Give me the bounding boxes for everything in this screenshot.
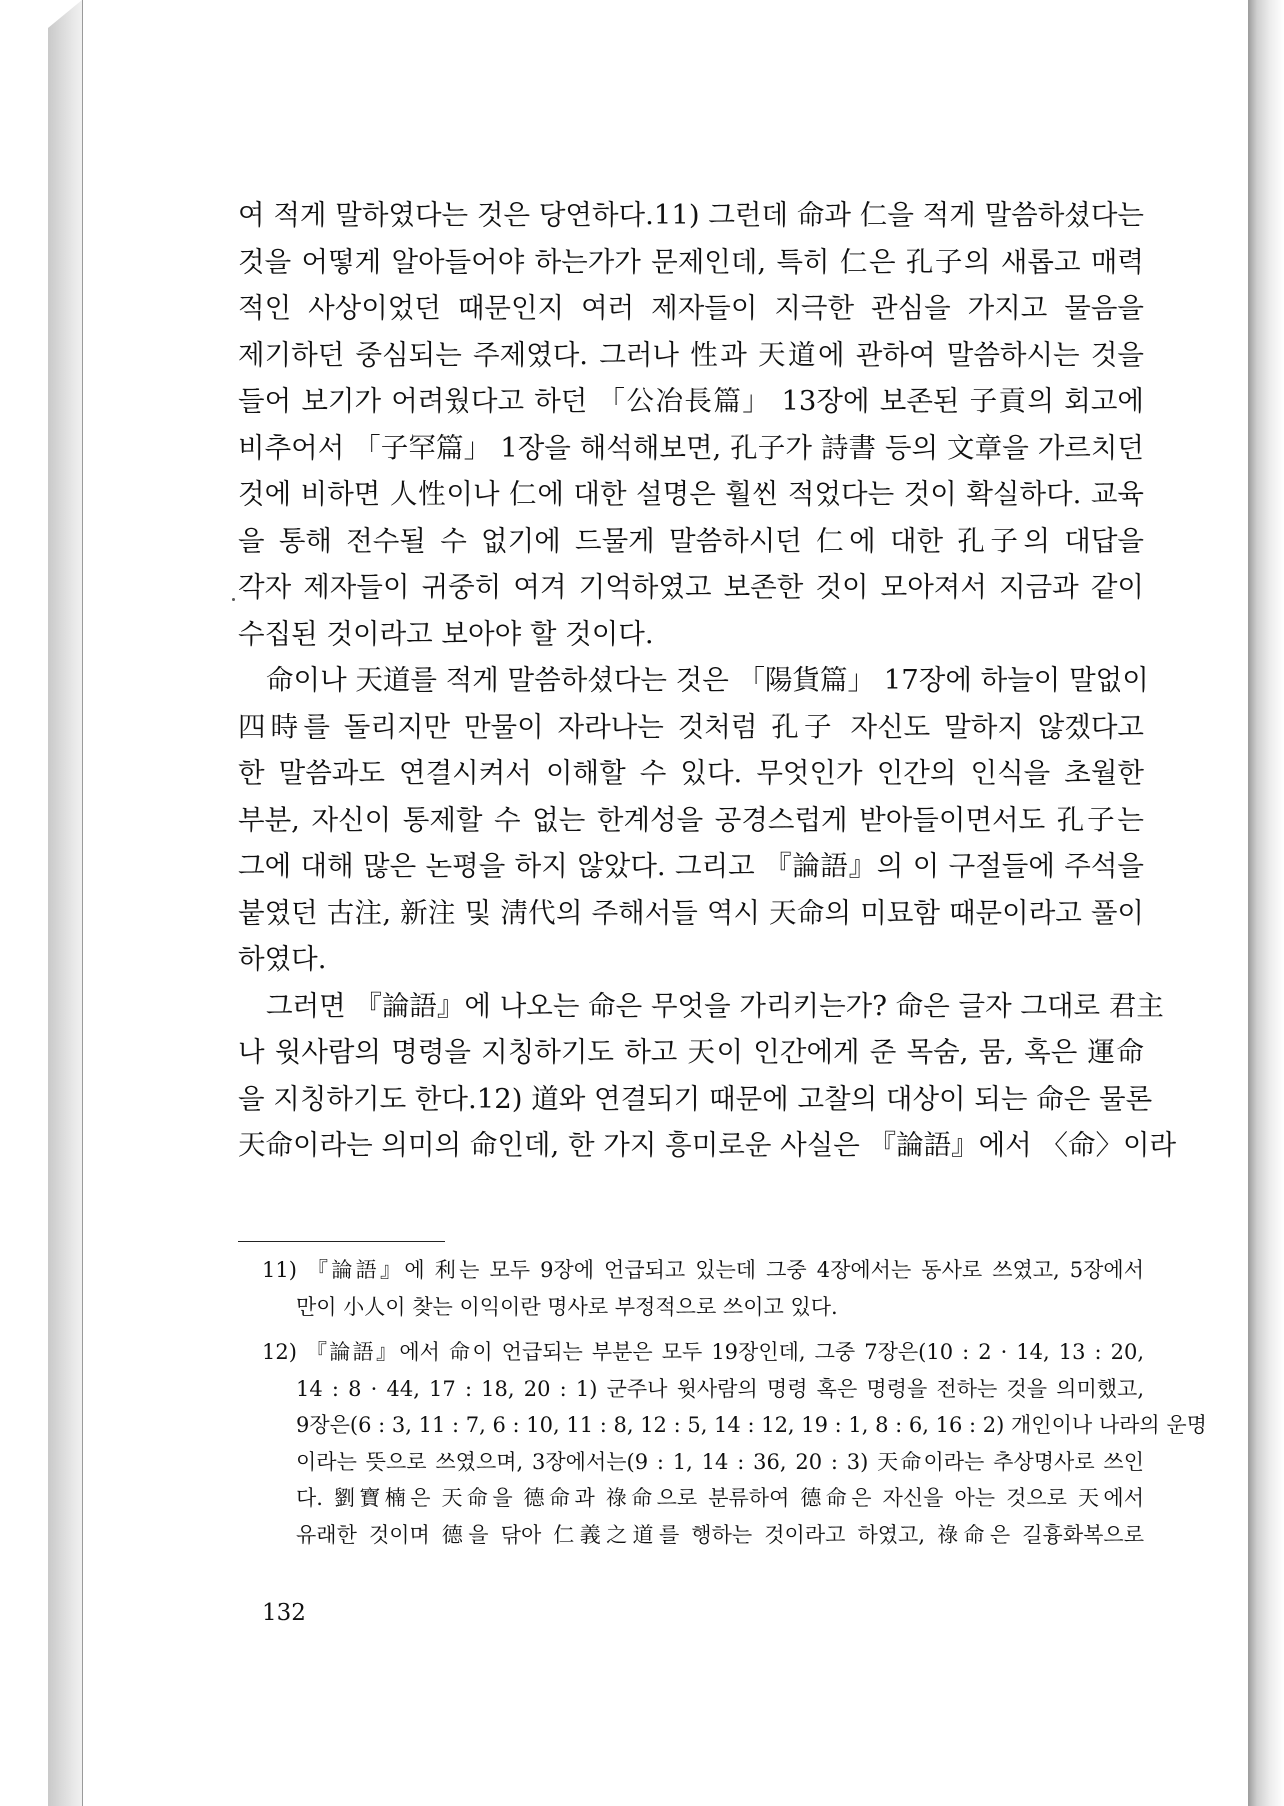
body-line: 제기하던 중심되는 주제였다. 그러나 性과 天道에 관하여 말씀하시는 것을 bbox=[238, 338, 1144, 371]
body-line: 天命이라는 의미의 命인데, 한 가지 흥미로운 사실은 『論語』에서 〈命〉이라 bbox=[238, 1129, 1177, 1161]
body-line: 四時를 돌리지만 만물이 자라나는 것처럼 孔子 자신도 말하지 않겠다고 bbox=[238, 710, 1144, 743]
body-line: 을 지칭하기도 한다.12) 道와 연결되기 때문에 고찰의 대상이 되는 命은 물론 bbox=[238, 1082, 1153, 1115]
body-line: 나 윗사람의 명령을 지칭하기도 하고 天이 인간에게 준 목숨, 뭄, 혹은 運命 bbox=[238, 1036, 1144, 1068]
footnote-12-line: 14 : 8 · 44, 17 : 18, 20 : 1) 군주나 윗사람의 명령 혹은 명령을 전하는 것을 의미했고, bbox=[296, 1376, 1144, 1401]
body-line: 들어 보기가 어려웠다고 하던 「公冶長篇」 13장에 보존된 子貢의 회고에 bbox=[238, 385, 1144, 417]
body-line: 그에 대해 많은 논평을 하지 않았다. 그리고 『論語』의 이 구절들에 주석을 bbox=[238, 850, 1144, 882]
footnote-12-line: 9장은(6 : 3, 11 : 7, 6 : 10, 11 : 8, 12 : 5, 14 : 12, 19 : 1, 8 : 6, 16 : 2) 개인이나 나라의 운명 bbox=[296, 1413, 1207, 1437]
body-line: 비추어서 「子罕篇」 1장을 해석해보면, 孔子가 詩書 등의 文章을 가르치던 bbox=[238, 431, 1144, 464]
main-body-text bbox=[238, 192, 1177, 1169]
body-line: 을 통해 전수될 수 없기에 드물게 말씀하시던 仁에 대한 孔子의 대답을 bbox=[238, 524, 1144, 557]
book-spine-corner bbox=[48, 0, 82, 28]
footnotes bbox=[262, 1252, 1207, 1553]
page-number: 132 bbox=[262, 1600, 306, 1626]
body-line: 것을 어떻게 알아들어야 하는가가 문제인데, 특히 仁은 孔子의 새롭고 매력 bbox=[238, 245, 1144, 278]
footnote-11-line: 11) 『論語』에 利는 모두 9장에 언급되고 있는데 그중 4장에서는 동사로 쓰였고, 5장에서 bbox=[262, 1258, 1144, 1282]
footnote-divider bbox=[238, 1241, 445, 1242]
footnote-12-line: 12) 『論語』에서 命이 언급되는 부분은 모두 19장인데, 그중 7장은(10 : 2 · 14, 13 : 20, bbox=[262, 1340, 1144, 1364]
scan-speck bbox=[232, 598, 235, 601]
body-line: 하였다. bbox=[238, 943, 327, 975]
body-line: 수집된 것이라고 보아야 할 것이다. bbox=[238, 617, 654, 650]
footnote-12-line: 다. 劉寶楠은 天命을 德命과 祿命으로 분류하여 德命은 자신을 아는 것으로 天에서 bbox=[296, 1486, 1144, 1510]
body-line: 여 적게 말하였다는 것은 당연하다.11) 그런데 命과 仁을 적게 말씀하셨다는 bbox=[238, 199, 1144, 231]
body-line-paragraph-start: 그러면 『論語』에 나오는 命은 무엇을 가리키는가? 命은 글자 그대로 君主 bbox=[266, 989, 1164, 1022]
footnote-12-line: 유래한 것이며 德을 닦아 仁義之道를 행하는 것이라고 하였고, 祿命은 길흉화복으로 bbox=[296, 1522, 1144, 1547]
body-line: 적인 사상이었던 때문인지 여러 제자들이 지극한 관심을 가지고 물음을 bbox=[238, 292, 1144, 324]
body-line: 한 말씀과도 연결시켜서 이해할 수 있다. 무엇인가 인간의 인식을 초월한 bbox=[238, 757, 1145, 789]
page-right-shadow bbox=[1248, 0, 1284, 1806]
body-line: 붙였던 古注, 新注 및 淸代의 주해서들 역시 天命의 미묘함 때문이라고 풀이 bbox=[238, 896, 1144, 929]
body-line: 것에 비하면 人性이나 仁에 대한 설명은 훨씬 적었다는 것이 확실하다. 교육 bbox=[238, 478, 1144, 510]
body-line: 각자 제자들이 귀중히 여겨 기억하였고 보존한 것이 모아져서 지금과 같이 bbox=[238, 571, 1144, 603]
footnote-12-line: 이라는 뜻으로 쓰였으며, 3장에서는(9 : 1, 14 : 36, 20 : 3) 天命이라는 추상명사로 쓰인 bbox=[296, 1449, 1144, 1474]
body-line-paragraph-start: 命이나 天道를 적게 말씀하셨다는 것은 「陽貨篇」 17장에 하늘이 말없이 bbox=[266, 664, 1149, 696]
footnote-11-line: 만이 小人이 찾는 이익이란 명사로 부정적으로 쓰이고 있다. bbox=[296, 1294, 838, 1319]
book-spine-edge bbox=[48, 0, 82, 1806]
body-line: 부분, 자신이 통제할 수 없는 한계성을 공경스럽게 받아들이면서도 孔子는 bbox=[238, 803, 1144, 836]
